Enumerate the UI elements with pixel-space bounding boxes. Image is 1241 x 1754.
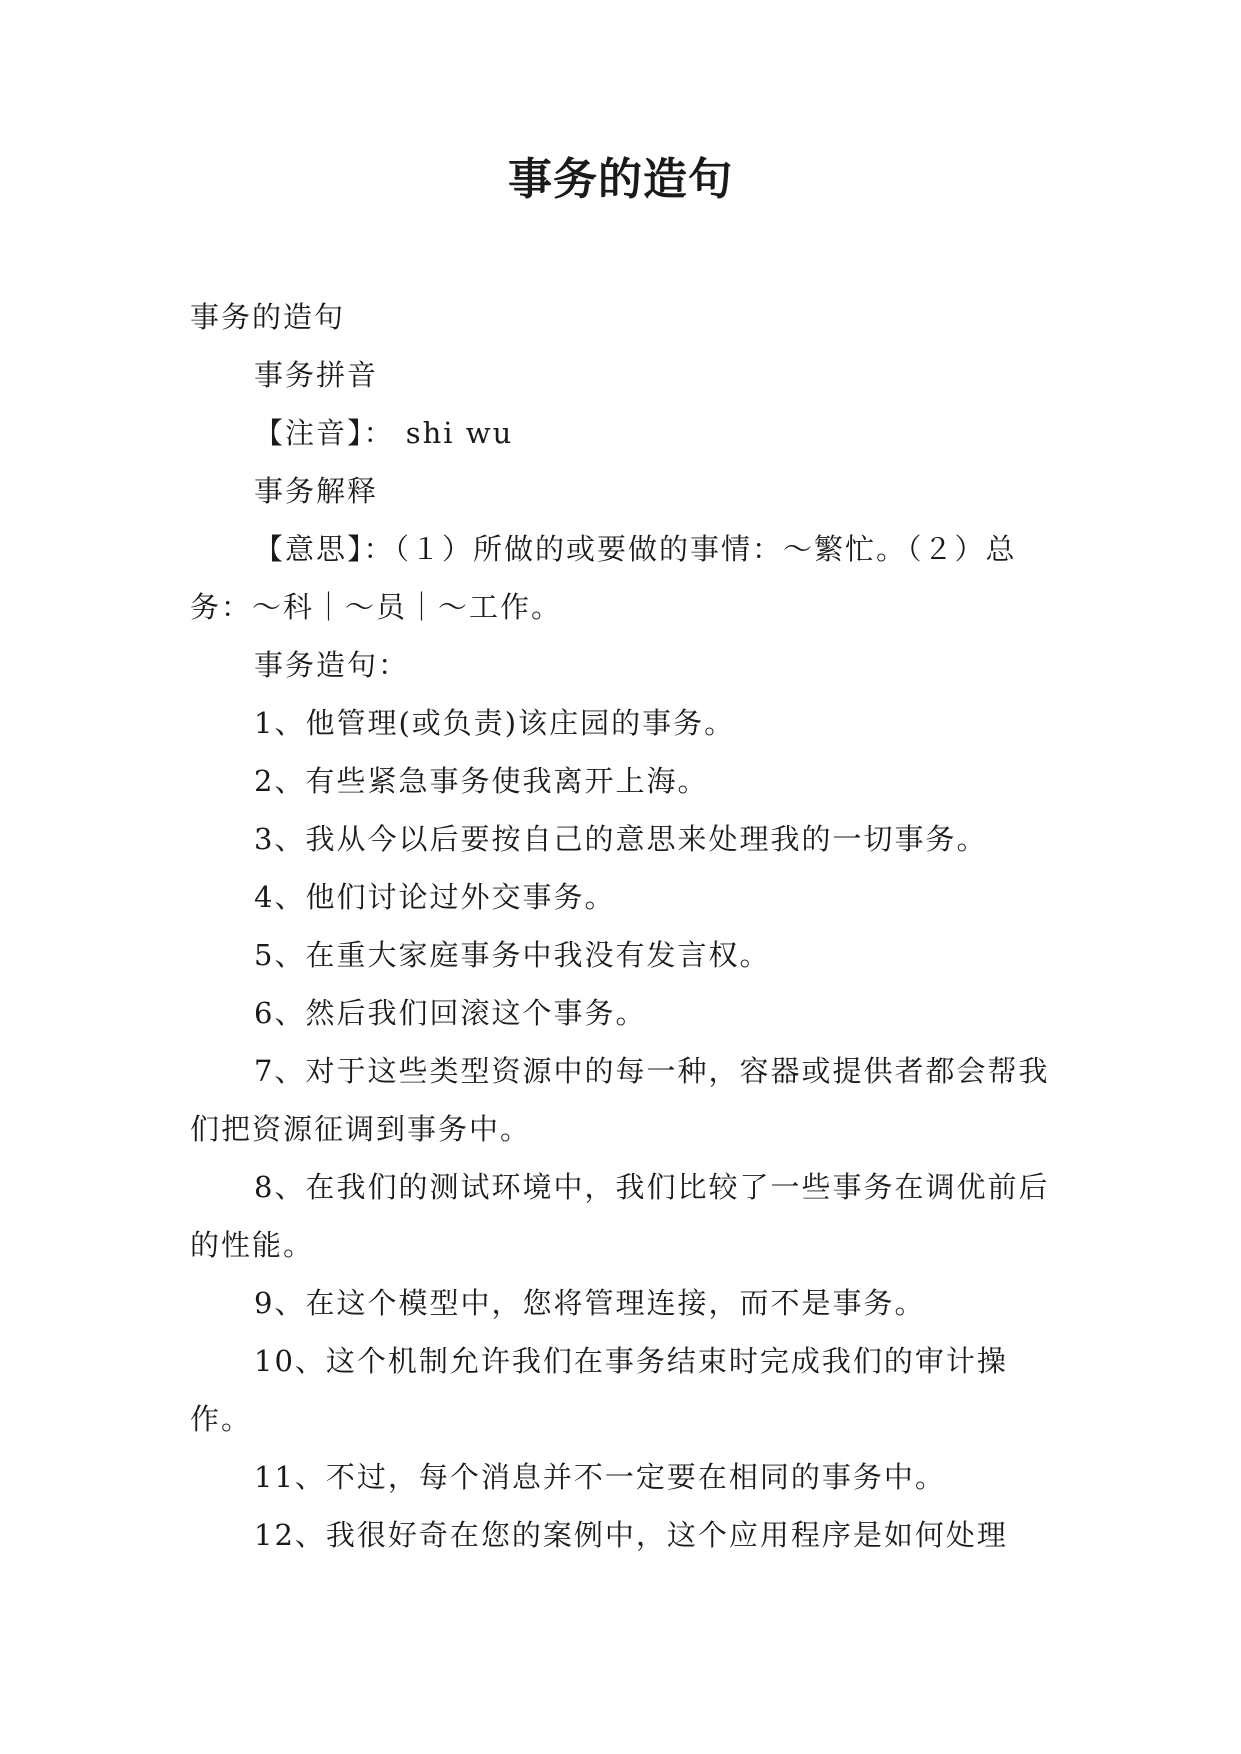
paragraph-heading: 事务的造句 <box>190 300 346 334</box>
sentence-item: 2、有些紧急事务使我离开上海。 <box>254 764 709 798</box>
sentence-item: 4、他们讨论过外交事务。 <box>254 880 616 914</box>
sentence-item: 3、我从今以后要按自己的意思来处理我的一切事务。 <box>254 822 988 856</box>
sentence-item: 7、对于这些类型资源中的每一种，容器或提供者都会帮我们把资源征调到事务中。 <box>190 1054 1050 1146</box>
sentence-item: 1、他管理(或负责)该庄园的事务。 <box>254 706 736 740</box>
paragraph-sentences-heading: 事务造句： <box>254 648 410 682</box>
paragraph-pronunciation: 【注音】： shi wu <box>254 416 514 450</box>
sentence-item: 12、我很好奇在您的案例中，这个应用程序是如何处理 <box>254 1518 1008 1552</box>
paragraph-meaning: 【意思】：（１）所做的或要做的事情：～繁忙。（２）总务：～科｜～员｜～工作。 <box>190 532 1017 624</box>
sentence-item: 6、然后我们回滚这个事务。 <box>254 996 647 1030</box>
document-body <box>190 288 1052 1564</box>
document-title: 事务的造句 <box>508 154 733 205</box>
paragraph-meaning-heading: 事务解释 <box>254 474 379 508</box>
sentence-item: 8、在我们的测试环境中，我们比较了一些事务在调优前后的性能。 <box>190 1170 1050 1262</box>
sentence-item: 9、在这个模型中，您将管理连接，而不是事务。 <box>254 1286 926 1320</box>
sentence-item: 5、在重大家庭事务中我没有发言权。 <box>254 938 771 972</box>
paragraph-pinyin-heading: 事务拼音 <box>254 358 379 392</box>
sentence-item: 10、这个机制允许我们在事务结束时完成我们的审计操作。 <box>190 1344 1008 1436</box>
sentence-item: 11、不过，每个消息并不一定要在相同的事务中。 <box>254 1460 946 1494</box>
